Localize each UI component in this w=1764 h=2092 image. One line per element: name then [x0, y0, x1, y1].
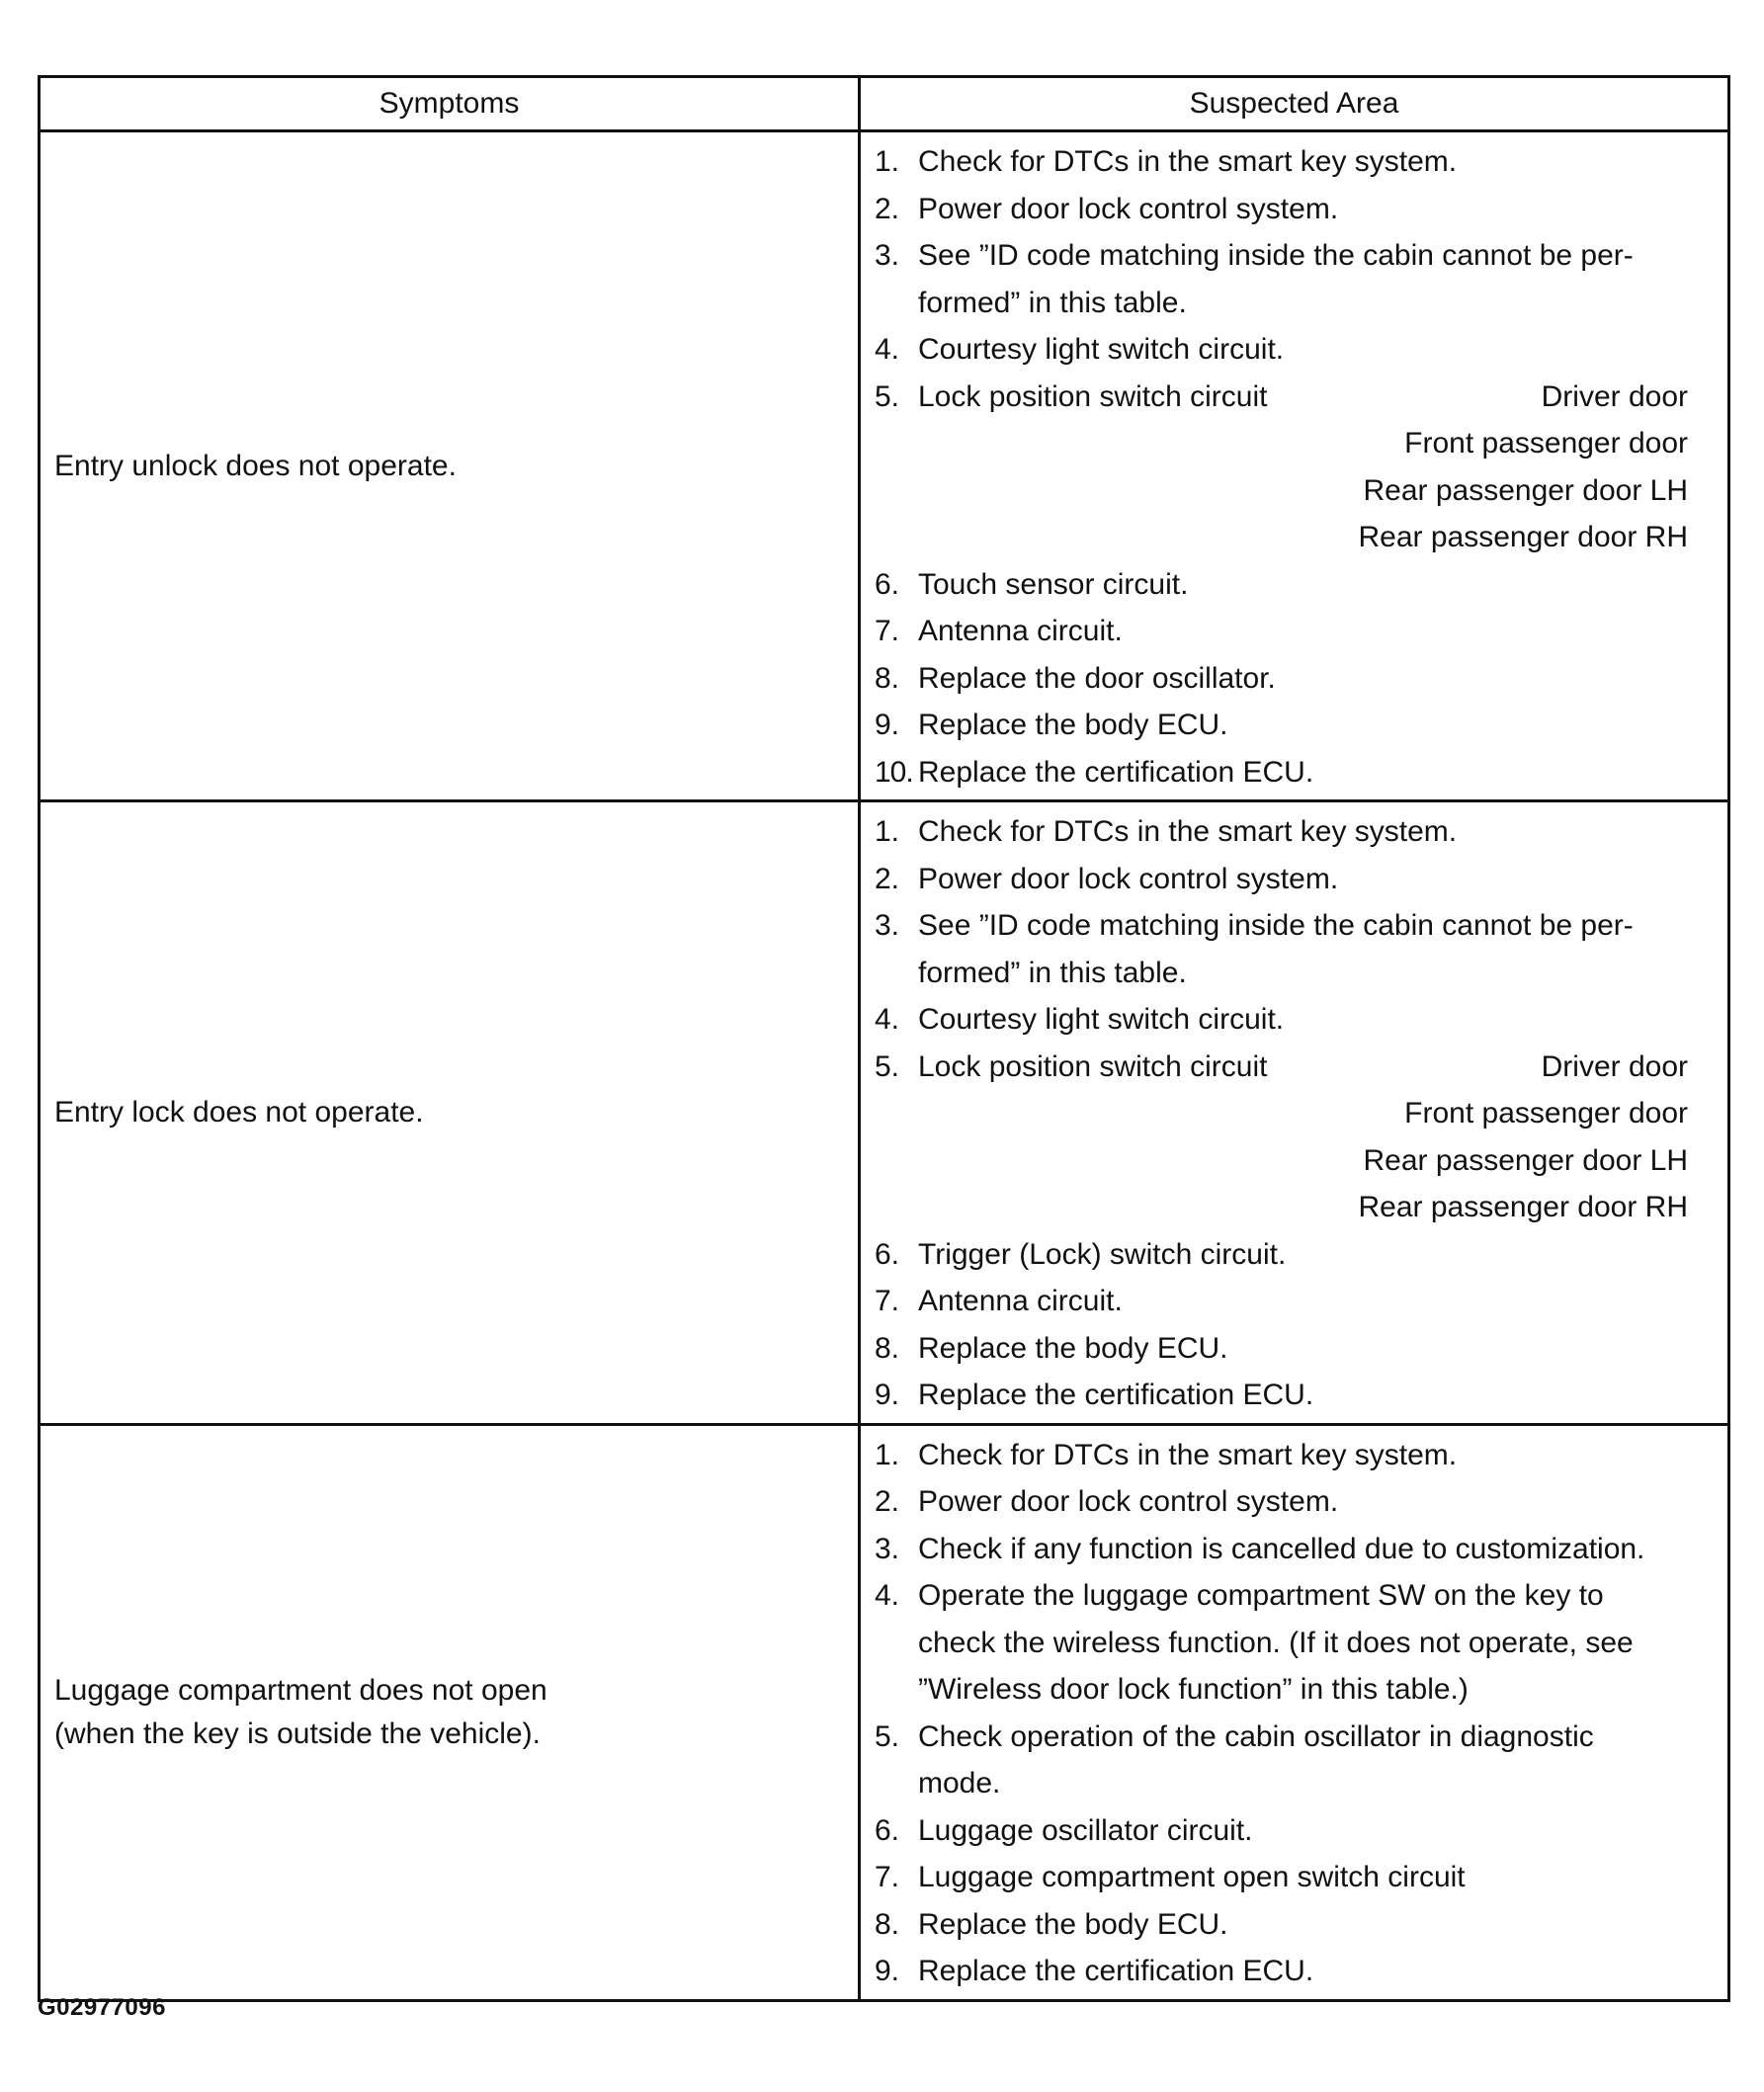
list-item: [875, 186, 1688, 233]
symptom-text: Luggage compartment does not open: [54, 1673, 547, 1707]
item-text: Antenna circuit.: [918, 615, 1123, 647]
suspected-area-cell: [860, 131, 1729, 801]
item-text: Replace the certification ECU.: [918, 1379, 1314, 1411]
item-text: check the wireless function. (If it does not operate, see: [918, 1626, 1634, 1659]
list-item: [875, 655, 1688, 703]
item-text: Replace the certification ECU.: [918, 1955, 1314, 1987]
item-number: 3.: [875, 239, 900, 272]
list-item: [875, 808, 1688, 856]
item-number: 9.: [875, 1955, 900, 1987]
suspected-area-cell: [860, 801, 1729, 1425]
door-location: Rear passenger door RH: [1358, 1191, 1688, 1223]
list-item: [875, 232, 1688, 326]
item-number: 10.: [875, 755, 913, 789]
item-number: 2.: [875, 1485, 900, 1518]
list-item: [875, 1278, 1688, 1325]
door-location: Rear passenger door LH: [1363, 473, 1688, 507]
item-text: Lock position switch circuit: [918, 379, 1268, 413]
item-number: 7.: [875, 1285, 900, 1317]
table-row: [40, 1424, 1729, 2000]
item-text: Power door lock control system.: [918, 192, 1339, 225]
item-text: Lock position switch circuit: [918, 1049, 1268, 1083]
item-text: Luggage compartment open switch circuit: [918, 1861, 1466, 1893]
door-location: Front passenger door: [1404, 427, 1688, 460]
item-number: 4.: [875, 1003, 900, 1036]
list-item: [875, 1854, 1688, 1901]
door-location: Driver door: [1541, 1049, 1688, 1083]
list-item: [875, 1807, 1688, 1855]
item-number: 5.: [875, 1049, 900, 1083]
item-number: 6.: [875, 1813, 900, 1847]
door-location: Rear passenger door RH: [1358, 521, 1688, 553]
item-number: 7.: [875, 1861, 900, 1893]
symptom-text: (when the key is outside the vehicle).: [54, 1716, 541, 1750]
item-text: Check for DTCs in the smart key system.: [918, 1438, 1458, 1471]
item-number: 6.: [875, 1237, 900, 1271]
list-item: [875, 996, 1688, 1044]
list-item: [875, 749, 1688, 796]
item-number: 5.: [875, 1719, 900, 1753]
item-text: See ”ID code matching inside the cabin cannot be per-: [918, 909, 1634, 942]
item-text: ”Wireless door lock function” in this table.): [918, 1673, 1469, 1706]
symptom-cell: [40, 1424, 860, 2000]
symptom-table: [38, 75, 1730, 2002]
item-number: 2.: [875, 862, 900, 895]
item-text: See ”ID code matching inside the cabin cannot be per-: [918, 239, 1634, 272]
item-text: Replace the body ECU.: [918, 709, 1228, 741]
table-body: [40, 131, 1729, 2001]
item-text: Antenna circuit.: [918, 1285, 1123, 1317]
list-item: [875, 1432, 1688, 1479]
item-text: Replace the certification ECU.: [918, 755, 1314, 789]
list-item: [875, 1526, 1688, 1573]
symptom-cell: [40, 131, 860, 801]
table-row: [40, 801, 1729, 1425]
item-text: Operate the luggage compartment SW on the key to: [918, 1579, 1604, 1612]
suspected-area-list: [875, 808, 1688, 1419]
item-text: Replace the body ECU.: [918, 1331, 1228, 1365]
item-number: 1.: [875, 1438, 900, 1471]
item-number: 1.: [875, 815, 900, 848]
suspected-area-cell: [860, 1424, 1729, 2000]
table-row: [40, 131, 1729, 801]
symptom-text: Entry unlock does not operate.: [54, 449, 457, 482]
header-row: [40, 77, 1729, 131]
list-item: [875, 561, 1688, 609]
item-text: Luggage oscillator circuit.: [918, 1813, 1253, 1847]
item-number: 3.: [875, 909, 900, 942]
list-item: [875, 1231, 1688, 1279]
item-text: mode.: [918, 1767, 1001, 1799]
list-item: [875, 1372, 1688, 1419]
list-item: [875, 1572, 1688, 1714]
list-item: [875, 1948, 1688, 1995]
suspected-area-list: [875, 1432, 1688, 1995]
item-number: 1.: [875, 145, 900, 178]
item-number: 8.: [875, 1907, 900, 1941]
item-text: Check for DTCs in the smart key system.: [918, 815, 1458, 848]
door-location: Driver door: [1541, 379, 1688, 413]
symptom-text: Entry lock does not operate.: [54, 1095, 424, 1129]
suspected-area-list: [875, 138, 1688, 795]
list-item: [875, 138, 1688, 186]
item-number: 7.: [875, 615, 900, 647]
item-number: 4.: [875, 1579, 900, 1612]
list-item: [875, 1325, 1688, 1373]
list-item: [875, 856, 1688, 903]
lock-switch-row: [918, 1044, 1688, 1091]
item-text: Courtesy light switch circuit.: [918, 1003, 1285, 1036]
item-text: Replace the body ECU.: [918, 1907, 1228, 1941]
item-text: Courtesy light switch circuit.: [918, 333, 1285, 366]
item-text: Check if any function is cancelled due to customization.: [918, 1532, 1645, 1565]
symptoms-header: Symptoms: [40, 77, 860, 131]
item-text: Touch sensor circuit.: [918, 567, 1189, 601]
door-location: Front passenger door: [1404, 1097, 1688, 1130]
item-text: Trigger (Lock) switch circuit.: [918, 1237, 1287, 1271]
list-item: [875, 1901, 1688, 1949]
item-number: 9.: [875, 1379, 900, 1411]
list-item: [875, 608, 1688, 655]
list-item: [875, 1044, 1688, 1231]
suspected-area-header: Suspected Area: [860, 77, 1729, 131]
list-item: [875, 702, 1688, 749]
item-text: Check operation of the cabin oscillator in diagnostic: [918, 1719, 1594, 1753]
item-number: 8.: [875, 661, 900, 695]
symptom-cell: [40, 801, 860, 1425]
list-item: [875, 326, 1688, 374]
item-number: 8.: [875, 1331, 900, 1365]
item-text: Power door lock control system.: [918, 862, 1339, 895]
item-number: 4.: [875, 333, 900, 366]
item-text: formed” in this table.: [918, 956, 1187, 989]
item-number: 5.: [875, 379, 900, 413]
item-text: formed” in this table.: [918, 286, 1187, 319]
item-text: Power door lock control system.: [918, 1485, 1339, 1518]
door-location: Rear passenger door LH: [1363, 1143, 1688, 1177]
list-item: [875, 1478, 1688, 1526]
item-number: 9.: [875, 709, 900, 741]
list-item: [875, 902, 1688, 996]
lock-switch-row: [918, 374, 1688, 421]
list-item: [875, 374, 1688, 561]
item-number: 6.: [875, 567, 900, 601]
item-number: 3.: [875, 1532, 900, 1565]
list-item: [875, 1714, 1688, 1807]
item-text: Check for DTCs in the smart key system.: [918, 145, 1458, 178]
item-number: 2.: [875, 192, 900, 225]
item-text: Replace the door oscillator.: [918, 661, 1276, 695]
figure-code: G02977096: [38, 1994, 166, 2021]
